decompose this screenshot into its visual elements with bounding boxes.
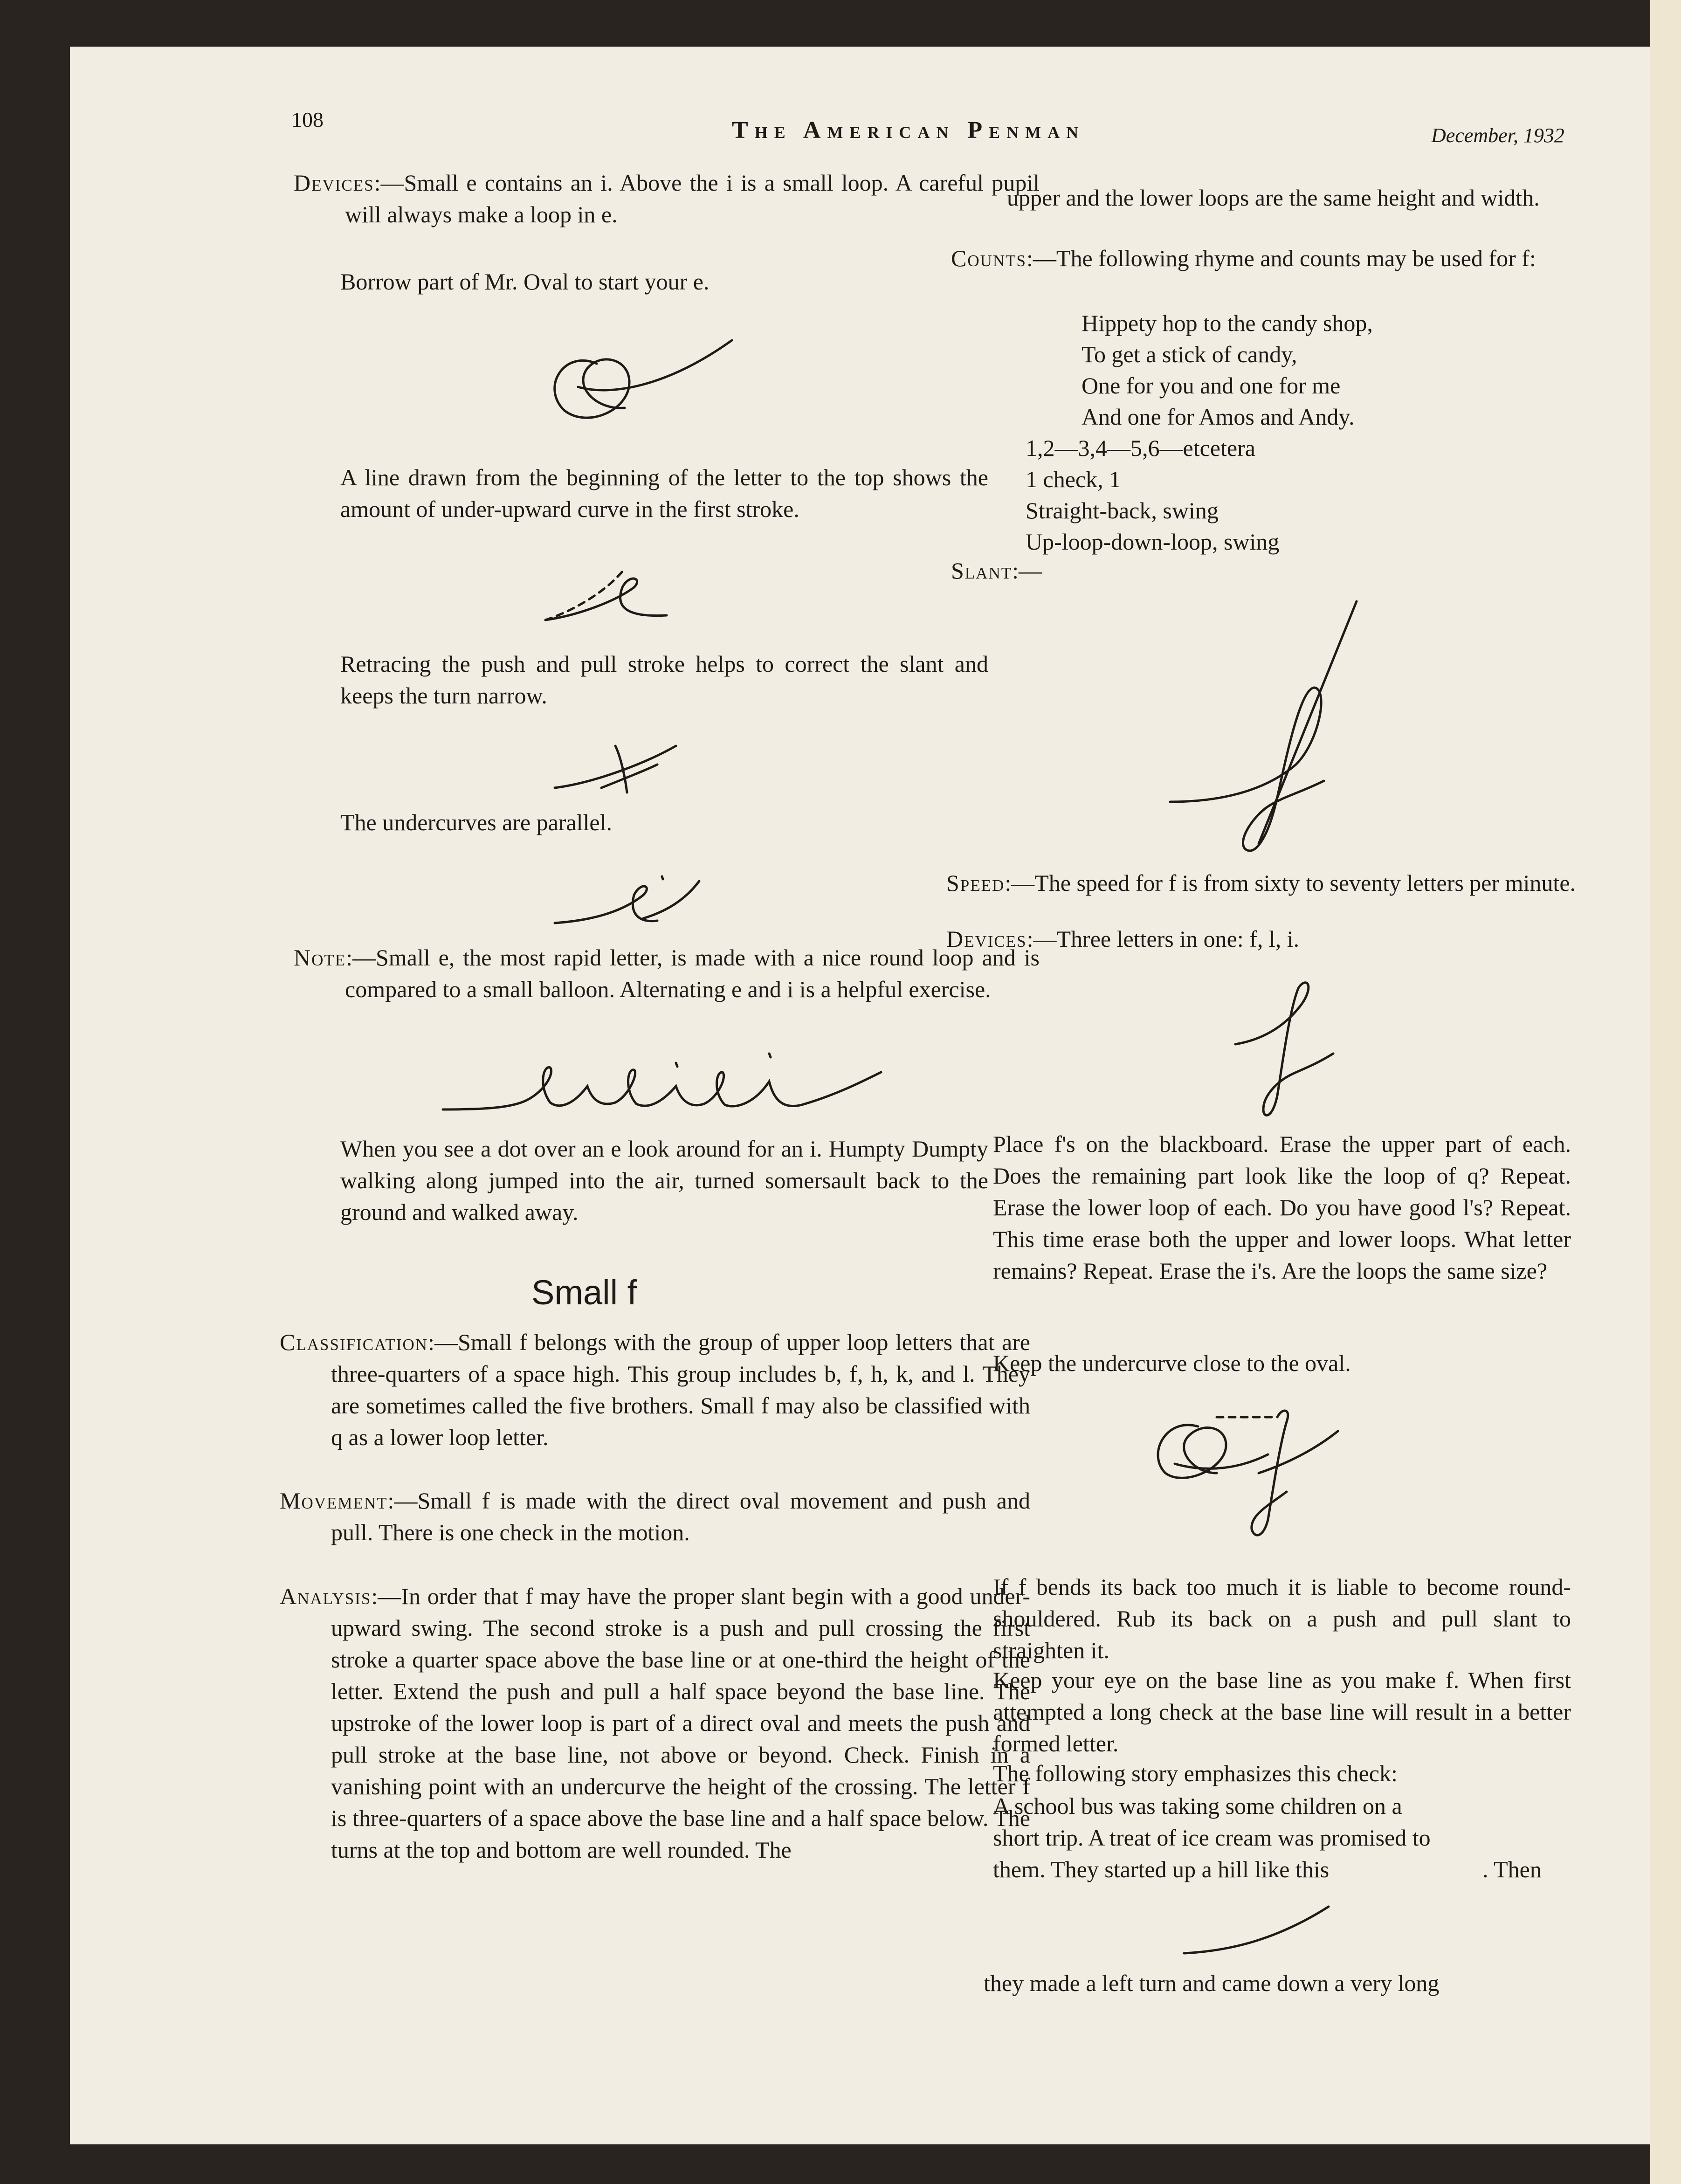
figure-alternating-e-i — [434, 1026, 900, 1119]
parallel-paragraph: The undercurves are parallel. — [340, 809, 613, 835]
classification-text: :—Small f belongs with the group of upper loop letters that are three-quarters of a space high. This group includes b, f, h, k, and l. They are sometimes called the five brothers. Small f may also be classified with q as a lower loop letter. — [331, 1329, 1030, 1450]
counts-line: Up-loop-down-loop, swing — [1026, 529, 1280, 555]
classification-paragraph — [280, 1326, 1030, 1453]
devices-text: :—Small e contains an i. Above the i is a small loop. A careful pupil will always make a loop in e. — [345, 170, 1040, 227]
counts-paragraph — [951, 242, 1627, 274]
analysis-text: :—In order that f may have the proper slant begin with a good under-upward swing. The second stroke is a push and pull crossing the first stroke a quarter space above the base line or at one-third the height of the letter. Extend the push and pull a half space beyond the base line. The upstroke of the lower loop is part of a direct oval and meets the push and pull stroke at the base line, not above or beyond. Check. Finish in a vanishing point with an undercurve the height of the crossing. The letter f is three-quarters of a space above the base line and a half space below. The turns at the top and bottom are well rounded. The — [331, 1583, 1030, 1863]
counts-text: :—The following rhyme and counts may be used for f: — [1027, 245, 1536, 271]
story-paragraph: A school bus was taking some children on a short trip. A treat of ice cream was promised to them. They started up a hill like this — [993, 1793, 1431, 1882]
figure-retrace-e — [536, 727, 751, 802]
eye-paragraph: Keep your eye on the base line as you make f. When first attempted a long check at the base line will result in a better formed letter. — [993, 1667, 1571, 1757]
figure-slant-f — [1161, 597, 1385, 858]
oval-paragraph: Borrow part of Mr. Oval to start your e. — [340, 269, 710, 295]
slant-text: :— — [1012, 558, 1042, 584]
counts-line: 1 check, 1 — [1026, 466, 1121, 492]
slant-paragraph — [951, 555, 1324, 586]
story-intro: The following story emphasizes this check: — [993, 1760, 1398, 1786]
continued-paragraph: upper and the lower loops are the same height and width. — [1007, 185, 1540, 211]
slant-label: Slant — [951, 558, 1013, 584]
journal-title: The American Penman — [732, 117, 1085, 144]
bends-paragraph: If f bends its back too much it is liable to become round-shouldered. Rub its back on a push and pull slant to straighten it. — [993, 1574, 1571, 1663]
note-text: :—Small e, the most rapid letter, is made with a nice round loop and is compared to a small balloon. Alternating e and i is a helpful exercise. — [345, 944, 1040, 1002]
counts-label: Counts — [951, 245, 1027, 271]
note-label: Note — [294, 944, 346, 971]
movement-label: Movement — [280, 1488, 388, 1514]
curve-paragraph: A line drawn from the beginning of the letter to the top shows the amount of under-upward curve in the first stroke. — [340, 464, 988, 522]
devices-f-paragraph — [946, 923, 1632, 955]
counts-list — [1026, 433, 1279, 558]
rhyme-line: Hippety hop to the candy shop, — [1082, 310, 1373, 336]
movement-text: :—Small f is made with the direct oval movement and push and pull. There is one check in the motion. — [331, 1488, 1030, 1545]
figure-oval-f — [1147, 1399, 1371, 1566]
counts-line: 1,2—3,4—5,6—etcetera — [1026, 435, 1255, 461]
rhyme-line: And one for Amos and Andy. — [1082, 404, 1355, 430]
rhyme-line: One for you and one for me — [1082, 372, 1341, 399]
blackboard-paragraph: Place f's on the blackboard. Erase the upper part of each. Does the remaining part look like the loop of q? Repeat. Erase the lower loop of each. Do you have good l's? Repeat. This time erase both the upper and lower loops. What letter remains? Repeat. Erase the i's. Are the loops the same size? — [993, 1131, 1571, 1284]
page-number: 108 — [291, 108, 324, 131]
figure-curve-e — [536, 559, 769, 634]
analysis-paragraph — [280, 1580, 1030, 1866]
speed-text: :—The speed for f is from sixty to seventy letters per minute. — [1005, 870, 1576, 896]
page — [70, 47, 1650, 2144]
issue-date: December, 1932 — [1431, 124, 1564, 147]
note-paragraph — [294, 942, 1040, 1005]
devices-f-label: Devices — [946, 926, 1027, 952]
book-spine-edge — [1650, 0, 1681, 2184]
devices-label: Devices — [294, 170, 374, 196]
story-then: . Then — [1482, 1856, 1542, 1882]
figure-uphill-stroke — [1175, 1902, 1343, 1963]
rhyme-line: To get a stick of candy, — [1082, 341, 1297, 367]
analysis-label: Analysis — [280, 1583, 372, 1609]
classification-label: Classification — [280, 1329, 428, 1355]
figure-parallel-undercurves — [536, 867, 751, 937]
figure-f-l-i — [1226, 974, 1366, 1128]
devices-f-text: :—Three letters in one: f, l, i. — [1027, 926, 1300, 952]
undercurve-paragraph: Keep the undercurve close to the oval. — [993, 1350, 1351, 1376]
counts-line: Straight-back, swing — [1026, 497, 1219, 524]
rhyme — [1082, 308, 1373, 433]
devices-paragraph — [294, 167, 1040, 230]
speed-paragraph — [946, 867, 1632, 899]
speed-label: Speed — [946, 870, 1005, 896]
retrace-paragraph: Retracing the push and pull stroke helps to correct the slant and keeps the turn narrow. — [340, 651, 988, 709]
movement-paragraph — [280, 1485, 1030, 1548]
humpty-paragraph: When you see a dot over an e look around for an i. Humpty Dumpty walking along jumped into the air, turned somersault back to the ground and walked away. — [340, 1136, 988, 1225]
figure-oval-e — [536, 308, 797, 448]
section-title: Small f — [531, 1273, 637, 1312]
last-line: they made a left turn and came down a very long — [984, 1970, 1440, 1996]
